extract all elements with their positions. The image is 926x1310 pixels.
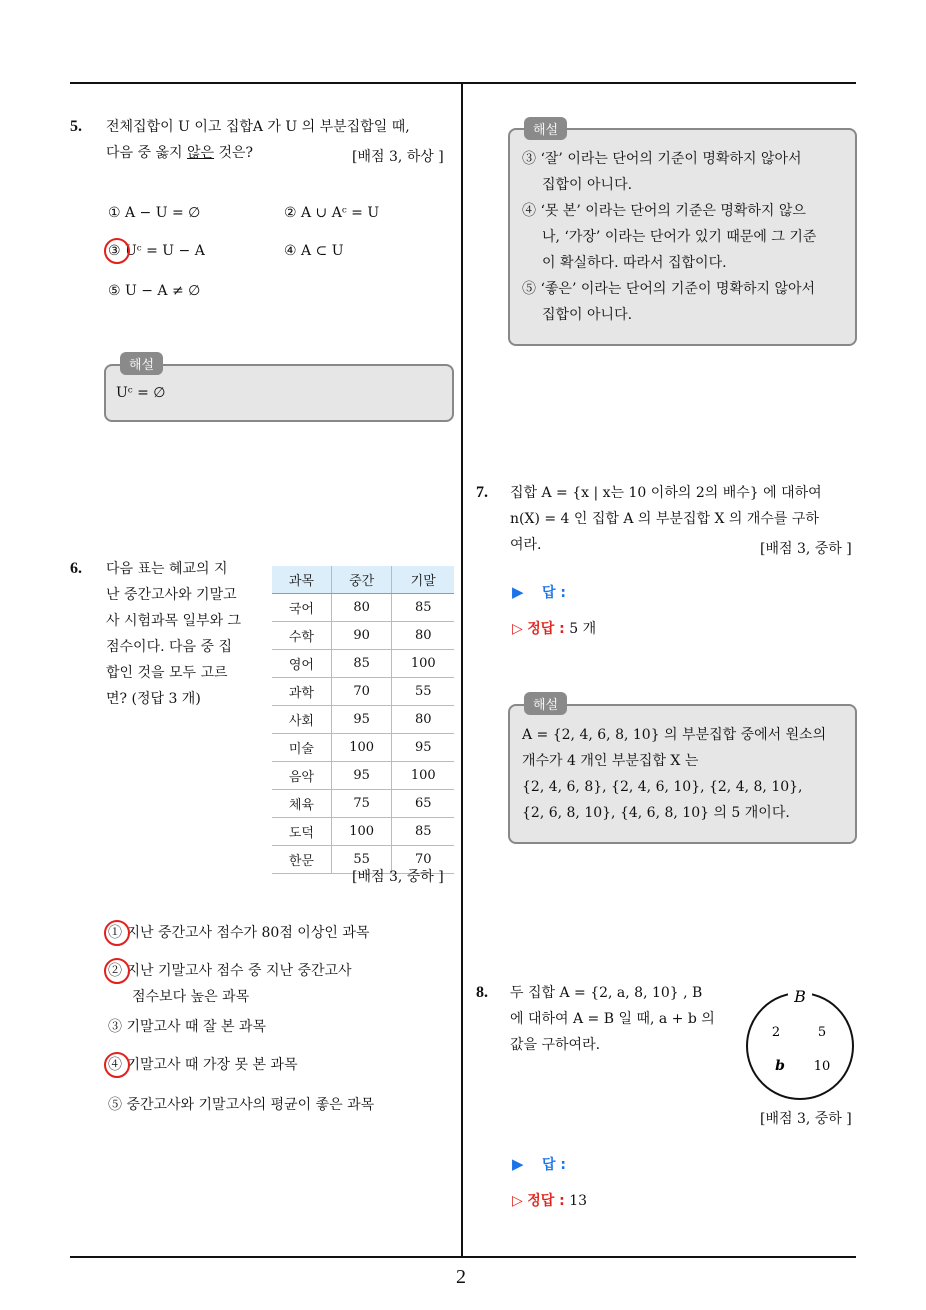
q5-option-3-marked-circle — [104, 238, 130, 264]
q7-correct-value: 5 개 — [569, 621, 597, 637]
q6-text-line5: 합인 것을 모두 고르 — [106, 665, 228, 681]
q8-correct-label: 정답 : — [527, 1193, 565, 1209]
q7-explanation-line3: {2, 4, 6, 8}, {2, 4, 6, 10}, {2, 4, 8, 10}, — [522, 779, 803, 795]
table-cell: 100 — [331, 818, 392, 846]
venn-circle-b — [747, 993, 853, 1099]
q6-option-1[interactable]: ① 지난 중간고사 점수가 80점 이상인 과목 — [108, 925, 370, 941]
q6-explanation-line7: 집합이 아니다. — [542, 307, 633, 323]
table-row — [272, 706, 454, 734]
table-cell: 80 — [392, 706, 454, 734]
q6-explanation-line1: ③ ‘잘’ 이라는 단어의 기준이 명확하지 않아서 — [522, 151, 802, 167]
top-rule — [70, 82, 856, 84]
q5-text-line1: 전체집합이 U 이고 집합A 가 U 의 부분집합일 때, — [106, 119, 410, 135]
q5-score: [배점 3, 하상 ] — [352, 149, 444, 165]
q7-answer-field[interactable] — [512, 582, 566, 602]
outline-triangle-icon: ▷ — [512, 621, 523, 637]
q6-explanation-line3: ④ ‘못 본’ 이라는 단어의 기준은 명확하지 않으 — [522, 203, 806, 219]
table-cell: 미술 — [272, 734, 331, 762]
q6-text-line6: 면? (정답 3 개) — [106, 691, 201, 707]
venn-element: 2 — [771, 1025, 781, 1040]
q8-number: 8. — [476, 984, 488, 1001]
q7-text-line1: 집합 A = {x | x는 10 이하의 2의 배수} 에 대하여 — [510, 485, 822, 501]
q7-text-line2: n(X) = 4 인 집합 A 의 부분집합 X 의 개수를 구하 — [510, 511, 819, 527]
q7-number: 7. — [476, 484, 488, 501]
q7-correct-label: 정답 : — [527, 621, 565, 637]
q6-explanation-line4: 나, ‘가장’ 이라는 단어가 있기 때문에 그 기준 — [542, 229, 817, 245]
q6-option-2-marked-circle — [104, 958, 130, 984]
q6-option-3[interactable]: ③ 기말고사 때 잘 본 과목 — [108, 1019, 266, 1035]
q6-explanation-line2: 집합이 아니다. — [542, 177, 633, 193]
q7-answer-label: 답 : — [542, 585, 566, 601]
q5-explanation-tag: 해설 — [120, 352, 163, 375]
table-cell: 수학 — [272, 622, 331, 650]
table-cell: 과학 — [272, 678, 331, 706]
q7-explanation-line4: {2, 6, 8, 10}, {4, 6, 8, 10} 의 5 개이다. — [522, 805, 790, 821]
play-triangle-icon: ▶ — [512, 583, 524, 601]
q5-explanation-text: Uᶜ = ∅ — [116, 385, 166, 401]
table-row — [272, 678, 454, 706]
table-cell: 한문 — [272, 846, 331, 874]
venn-element: 10 — [813, 1059, 831, 1074]
table-cell: 체육 — [272, 790, 331, 818]
table-cell: 65 — [392, 790, 454, 818]
q8-venn-diagram — [742, 984, 858, 1104]
table-cell: 음악 — [272, 762, 331, 790]
table-cell: 100 — [331, 734, 392, 762]
q7-text-line3: 여라. — [510, 537, 542, 553]
table-cell: 100 — [392, 762, 454, 790]
table-cell: 95 — [392, 734, 454, 762]
table-cell: 100 — [392, 650, 454, 678]
q5-option-3[interactable]: ③ Uᶜ = U − A — [108, 243, 205, 259]
table-cell: 95 — [331, 762, 392, 790]
q6-option-2-continued: 점수보다 높은 과목 — [132, 989, 250, 1005]
q6-explanation-line6: ⑤ ‘좋은’ 이라는 단어의 기준이 명확하지 않아서 — [522, 281, 816, 297]
q8-answer-label: 답 : — [542, 1157, 566, 1173]
table-cell: 80 — [331, 594, 392, 622]
table-row — [272, 594, 454, 622]
table-cell: 85 — [331, 650, 392, 678]
q5-option-5[interactable]: ⑤ U − A ≠ ∅ — [108, 283, 201, 299]
table-cell: 85 — [392, 594, 454, 622]
page-number: 2 — [456, 1266, 466, 1288]
table-row — [272, 762, 454, 790]
venn-element: 5 — [817, 1025, 827, 1040]
q5-text-line2: 다음 중 옳지 않은 것은? — [106, 145, 254, 161]
table-row — [272, 650, 454, 678]
q6-text-line2: 난 중간고사와 기말고 — [106, 587, 237, 603]
table-cell: 55 — [331, 846, 392, 874]
table-cell: 영어 — [272, 650, 331, 678]
table-cell: 75 — [331, 790, 392, 818]
q7-explanation-tag: 해설 — [524, 692, 567, 715]
table-cell: 70 — [331, 678, 392, 706]
q7-explanation-line1: A = {2, 4, 6, 8, 10} 의 부분집합 중에서 원소의 — [522, 727, 827, 743]
table-row — [272, 818, 454, 846]
q6-option-2[interactable]: ② 지난 기말고사 점수 중 지난 중간고사 — [108, 963, 352, 979]
venn-label-b: B — [794, 987, 806, 1006]
table-cell: 사회 — [272, 706, 331, 734]
q6-explanation-tag: 해설 — [524, 117, 567, 140]
q8-correct-value: 13 — [569, 1193, 588, 1209]
q5-option-1[interactable]: ① A − U = ∅ — [108, 205, 201, 221]
q8-text-line2: 에 대하여 A = B 일 때, a + b 의 — [510, 1011, 715, 1027]
table-cell: 55 — [392, 678, 454, 706]
table-row — [272, 790, 454, 818]
q7-explanation-line2: 개수가 4 개인 부분집합 X 는 — [522, 753, 699, 769]
table-header-final: 기말 — [392, 566, 454, 594]
q6-text-line3: 사 시험과목 일부와 그 — [106, 613, 242, 629]
table-row — [272, 622, 454, 650]
table-cell: 국어 — [272, 594, 331, 622]
q8-text-line1: 두 집합 A = {2, a, 8, 10} , B — [510, 985, 703, 1001]
outline-triangle-icon: ▷ — [512, 1193, 523, 1209]
column-divider — [461, 82, 463, 1258]
q6-option-5[interactable]: ⑤ 중간고사와 기말고사의 평균이 좋은 과목 — [108, 1097, 375, 1113]
q7-correct-answer — [512, 618, 596, 638]
q6-option-4[interactable]: ④ 기말고사 때 가장 못 본 과목 — [108, 1057, 298, 1073]
q8-answer-field[interactable] — [512, 1154, 566, 1174]
q6-option-4-marked-circle — [104, 1052, 130, 1078]
q5-option-2[interactable]: ② A ∪ Aᶜ = U — [284, 205, 380, 221]
q6-text-line1: 다음 표는 혜교의 지 — [106, 561, 228, 577]
q6-score: [배점 3, 중하 ] — [352, 869, 444, 885]
table-header-midterm: 중간 — [331, 566, 392, 594]
q5-option-4[interactable]: ④ A ⊂ U — [284, 243, 344, 259]
table-cell: 90 — [331, 622, 392, 650]
table-cell: 80 — [392, 622, 454, 650]
table-cell: 85 — [392, 818, 454, 846]
q6-score-table — [272, 566, 454, 874]
table-header-row — [272, 566, 454, 594]
q5-number: 5. — [70, 118, 82, 135]
play-triangle-icon: ▶ — [512, 1155, 524, 1173]
table-header-subject: 과목 — [272, 566, 331, 594]
q8-correct-answer — [512, 1190, 587, 1210]
q6-number: 6. — [70, 560, 82, 577]
table-cell: 도덕 — [272, 818, 331, 846]
table-cell: 95 — [331, 706, 392, 734]
table-row — [272, 734, 454, 762]
q8-text-line3: 값을 구하여라. — [510, 1037, 601, 1053]
venn-element: b — [775, 1058, 785, 1074]
bottom-rule — [70, 1256, 856, 1258]
q6-explanation-line5: 이 확실하다. 따라서 집합이다. — [542, 255, 727, 271]
q6-option-1-marked-circle — [104, 920, 130, 946]
q6-text-line4: 점수이다. 다음 중 집 — [106, 639, 232, 655]
table-cell: 70 — [392, 846, 454, 874]
q7-score: [배점 3, 중하 ] — [760, 541, 852, 557]
q8-score: [배점 3, 중하 ] — [760, 1111, 852, 1127]
